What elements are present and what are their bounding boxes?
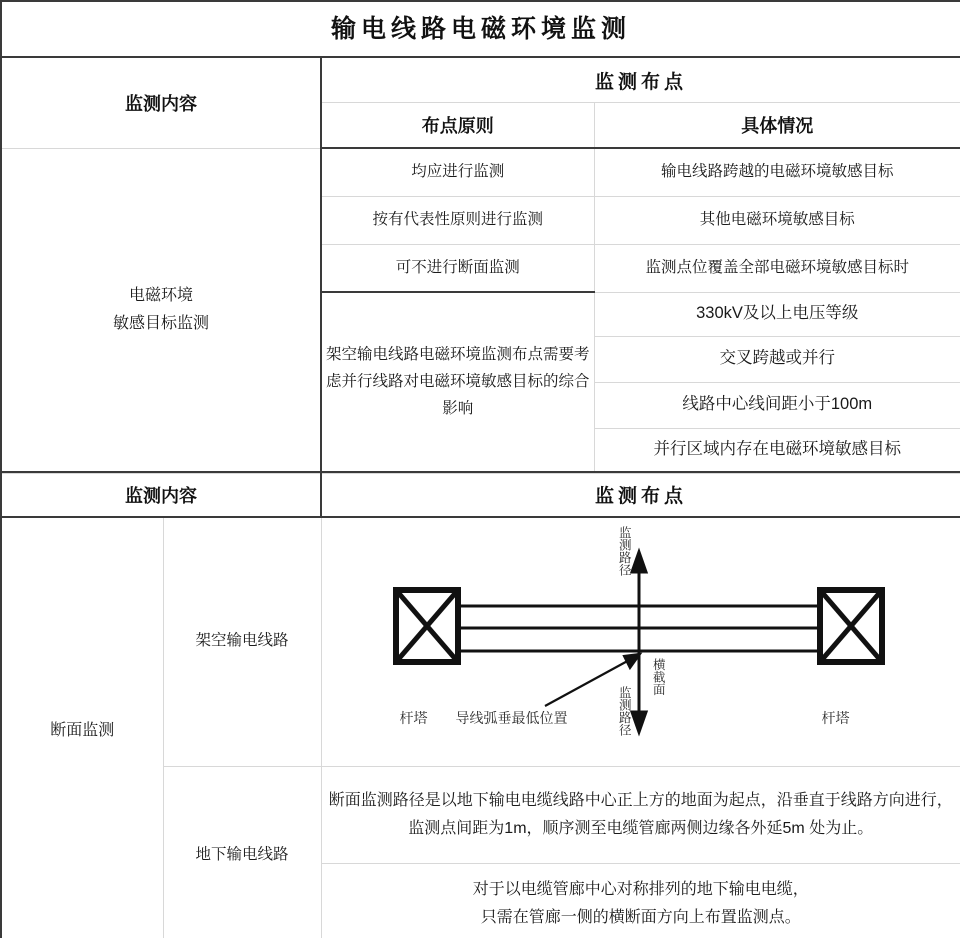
header-cell-monitoring-layout-2 [321, 473, 960, 517]
underground-paragraph-2-line-2: 只需在管廊一侧的横断面方向上布置监测点。 [480, 908, 801, 926]
tower-left-icon [396, 590, 458, 662]
label-tower-right: 杆塔 [821, 709, 850, 726]
underground-paragraph-2-line-1: 对于以电缆管廊中心对称排列的地下输电电缆， [472, 880, 809, 898]
cell-situation-4: 330kV及以上电压等级 [594, 292, 960, 336]
cell-underground-paragraph-2 [321, 863, 960, 938]
document-title-cell [1, 1, 960, 57]
cell-situation-6: 线路中心线间距小于100m [594, 382, 960, 428]
cell-situation-5: 交叉跨越或并行 [594, 336, 960, 382]
table-row [1, 148, 960, 197]
cell-principle-merged: 架空输电线路电磁环境监测布点需要考虑并行线路对电磁环境敏感目标的综合影响 [321, 292, 594, 472]
cell-principle-1: 均应进行监测 [321, 148, 594, 197]
header-label-layout-principle: 布点原则 [421, 116, 494, 136]
header-label-monitoring-layout: 监测布点 [594, 71, 687, 93]
label-tower-left: 杆塔 [399, 709, 428, 726]
rowlabel-cross-section-monitoring [1, 517, 163, 938]
monitoring-path-arrow [632, 552, 646, 732]
header-label-monitoring-layout-2: 监测布点 [594, 486, 687, 507]
overhead-line-diagram [322, 518, 960, 766]
header-label-monitoring-content: 监测内容 [125, 93, 197, 114]
sublabel-underground-line: 地下输电线路 [163, 766, 321, 938]
label-monitoring-path-top: 监测路径 [617, 525, 632, 576]
diagram-cell [321, 517, 960, 767]
header-label-monitoring-content-2: 监测内容 [125, 485, 197, 506]
cell-principle-2: 按有代表性原则进行监测 [321, 197, 594, 245]
label-sag-lowest-position: 导线弧垂最低位置 [455, 709, 568, 726]
header-label-specific-situation: 具体情况 [741, 116, 814, 136]
rowlabel-line-2: 敏感目标监测 [112, 314, 209, 332]
diagram-svg [322, 518, 960, 766]
cell-situation-1: 输电线路跨越的电磁环境敏感目标 [594, 148, 960, 197]
cell-principle-3: 可不进行断面监测 [321, 245, 594, 293]
rowlabel-emf-sensitive-target-monitoring [1, 148, 321, 472]
header-cell-monitoring-content-2 [1, 473, 321, 517]
header-cell-layout-principle [321, 103, 594, 149]
label-cross-section: 横截面 [651, 657, 666, 695]
table-row-header-1 [1, 57, 960, 103]
header-cell-monitoring-layout [321, 57, 960, 103]
sublabel-overhead-line: 架空输电线路 [163, 517, 321, 767]
cell-situation-7: 并行区域内存在电磁环境敏感目标 [594, 428, 960, 472]
table-row-header-3 [1, 473, 960, 517]
monitoring-table-bottom [0, 473, 960, 938]
header-cell-specific-situation [594, 103, 960, 149]
tower-right-icon [820, 590, 882, 662]
cell-underground-paragraph-1: 断面监测路径是以地下输电电缆线路中心正上方的地面为起点，沿垂直于线路方向进行，监测点间距为1m，顺序测至电缆管廊两侧边缘各外延5m 处为止。 [321, 766, 960, 863]
table-row-title [1, 1, 960, 57]
cell-situation-3: 监测点位覆盖全部电磁环境敏感目标时 [594, 245, 960, 293]
rowlabel-text: 断面监测 [50, 721, 115, 739]
table-row [1, 517, 960, 767]
cell-situation-2: 其他电磁环境敏感目标 [594, 197, 960, 245]
page-title: 输电线路电磁环境监测 [330, 15, 631, 43]
header-cell-monitoring-content [1, 57, 321, 148]
label-monitoring-path-bottom: 监测路径 [617, 685, 632, 736]
rowlabel-line-1: 电磁环境 [128, 287, 193, 305]
